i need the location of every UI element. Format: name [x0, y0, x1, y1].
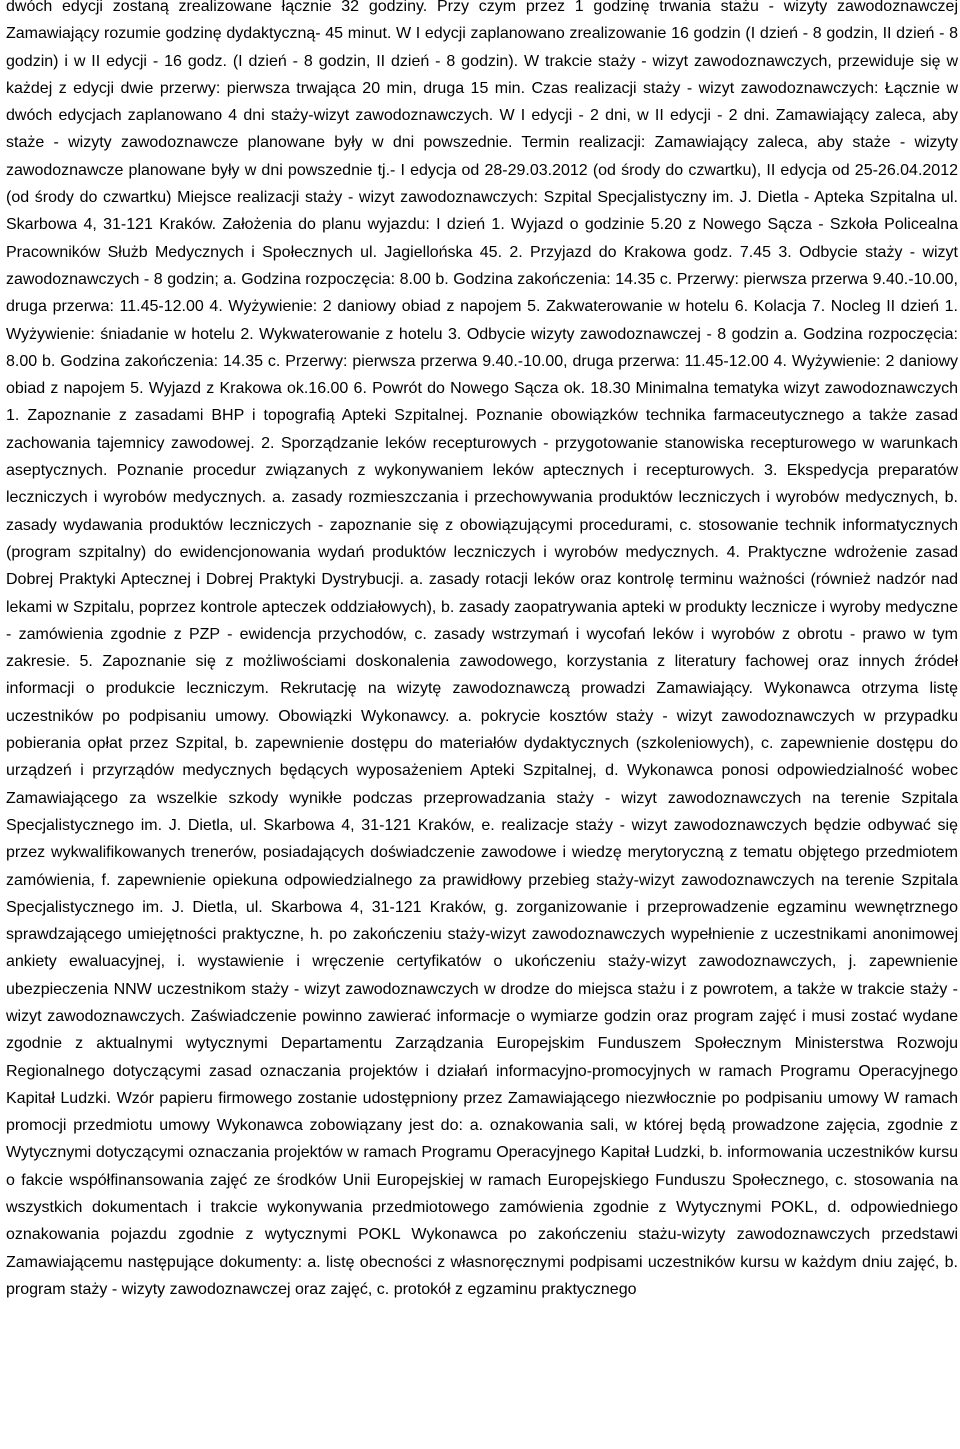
document-body-text: dwóch edycji zostaną zrealizowane łącznie 32 godziny. Przy czym przez 1 godzinę trwania stażu - wizyty zawodoznawczej Zamawiający rozumie godzinę dydaktyczną- 45 minut. W I edycji zaplanowano zrealizowanie 16 godzin (I dzień - 8 godzin, II dzień - 8 godzin) i w II edycji - 16 godz. (I dzień - 8 godzin, II dzień - 8 godzin). W trakcie staży - wizyt zawodoznawczych, przewiduje się w każdej z edycji dwie przerwy: pierwsza trwająca 20 min, druga 15 min. Czas realizacji staży - wizyt zawodoznawczych: Łącznie w dwóch edycjach zaplanowano 4 dni staży-wizyt zawodoznawczych. W I edycji - 2 dni, w II edycji - 2 dni. Zamawiający zaleca, aby staże - wizyty zawodoznawcze planowane były w dni powszednie. Termin realizacji: Zamawiający zaleca, aby staże - wizyty zawodoznawcze planowane były w dni powszednie tj.- I edycja od 28-29.03.2012 (od środy do czwartku), II edycja od 25-26.04.2012 (od środy do czwartku) Miejsce realizacji staży - wizyt zawodoznawczych: Szpital Specjalistyczny im. J. Dietla - Apteka Szpitalna ul. Skarbowa 4, 31-121 Kraków. Założenia do planu wyjazdu: I dzień 1. Wyjazd o godzinie 5.20 z Nowego Sącza - Szkoła Policealna Pracowników Służb Medycznych i Społecznych ul. Jagiellońska 45. 2. Przyjazd do Krakowa godz. 7.45 3. Odbycie staży - wizyt zawodoznawczych - 8 godzin; a. Godzina rozpoczęcia: 8.00 b. Godzina zakończenia: 14.35 c. Przerwy: pierwsza przerwa 9.40.-10.00, druga przerwa: 11.45-12.00 4. Wyżywienie: 2 daniowy obiad z napojem 5. Zakwaterowanie w hotelu 6. Kolacja 7. Nocleg II dzień 1. Wyżywienie: śniadanie w hotelu 2. Wykwaterowanie z hotelu 3. Odbycie wizyty zawodoznawczej - 8 godzin a. Godzina rozpoczęcia: 8.00 b. Godzina zakończenia: 14.35 c. Przerwy: pierwsza przerwa 9.40.-10.00, druga przerwa: 11.45-12.00 4. Wyżywienie: 2 daniowy obiad z napojem 5. Wyjazd z Krakowa ok.16.00 6. Powrót do Nowego Sącza ok. 18.30 Minimalna tematyka wizyt zawodoznawczych 1. Zapoznanie z zasadami BHP i topografią Apteki Szpitalnej. Poznanie obowiązków technika farmaceutycznego a także zasad zachowania tajemnicy zawodowej. 2. Sporządzanie leków recepturowych - przygotowanie stanowiska recepturowego w warunkach aseptycznych. Poznanie procedur związanych z wykonywaniem leków aptecznych i recepturowych. 3. Ekspedycja preparatów leczniczych i wyrobów medycznych. a. zasady rozmieszczania i przechowywania produktów leczniczych i wyrobów medycznych, b. zasady wydawania produktów leczniczych - zapoznanie się z obowiązującymi procedurami, c. stosowanie technik informatycznych (program szpitalny) do ewidencjonowania wydań produktów leczniczych i wyrobów medycznych. 4. Praktyczne wdrożenie zasad Dobrej Praktyki Aptecznej i Dobrej Praktyki Dystrybucji. a. zasady rotacji leków oraz kontrolę terminu ważności (również nadzór nad lekami w Szpitalu, poprzez kontrole apteczek oddziałowych), b. zasady zaopatrywania apteki w produkty lecznicze i wyroby medyczne - zamówienia zgodnie z PZP - ewidencja przychodów, c. zasady wstrzymań i wycofań leków i wyrobów z obrotu - prawo w tym zakresie. 5. Zapoznanie się z możliwościami doskonalenia zawodowego, korzystania z literatury fachowej oraz innych źródeł informacji o produkcie leczniczym. Rekrutację na wizytę zawodoznawczą prowadzi Zamawiający. Wykonawca otrzyma listę uczestników po podpisaniu umowy. Obowiązki Wykonawcy. a. pokrycie kosztów staży - wizyt zawodoznawczych w przypadku pobierania opłat przez Szpital, b. zapewnienie dostępu do materiałów dydaktycznych (szkoleniowych), c. zapewnienie dostępu do urządzeń i przyrządów medycznych będących wyposażeniem Apteki Szpitalnej, d. Wykonawca ponosi odpowiedzialność wobec Zamawiającego za wszelkie szkody wynikłe podczas przeprowadzania staży - wizyt zawodoznawczych na terenie Szpitala Specjalistycznego im. J. Dietla, ul. Skarbowa 4, 31-121 Kraków, e. realizacje staży - wizyt zawodoznawczych będzie odbywać się przez wykwalifikowanych trenerów, posiadających doświadczenie zawodowe i wiedzę merytoryczną z tematu objętego przedmiotem zamówienia, f. zapewnienie opiekuna odpowiedzialnego za prawidłowy przebieg staży-wizyt zawodoznawczych na terenie Szpitala Specjalistycznego im. J. Dietla, ul. Skarbowa 4, 31-121 Kraków, g. zorganizowanie i przeprowadzenie egzaminu wewnętrznego sprawdzającego umiejętności praktyczne, h. po zakończeniu staży-wizyt zawodoznawczych wypełnienie z uczestnikami anonimowej ankiety ewaluacyjnej, i. wystawienie i wręczenie certyfikatów o ukończeniu staży-wizyt zawodoznawczych, j. zapewnienie ubezpieczenia NNW uczestnikom staży - wizyt zawodoznawczych w drodze do miejsca stażu i z powrotem, a także w trakcie staży - wizyt zawodoznawczych. Zaświadczenie powinno zawierać informacje o wymiarze godzin oraz program zajęć i musi zostać wydane zgodnie z aktualnymi wytycznymi Departamentu Zarządzania Europejskim Funduszem Społecznym Ministerstwa Rozwoju Regionalnego dotyczącymi zasad oznaczania projektów i działań informacyjno-promocyjnych w ramach Programu Operacyjnego Kapitał Ludzki. Wzór papieru firmowego zostanie udostępniony przez Zamawiającego niezwłocznie po podpisaniu umowy W ramach promocji przedmiotu umowy Wykonawca zobowiązany jest do: a. oznakowania sali, w której będą prowadzone zajęcia, zgodnie z Wytycznymi dotyczącymi oznaczania projektów w ramach Programu Operacyjnego Kapitał Ludzki, b. informowania uczestników kursu o fakcie współfinansowania zajęć ze środków Unii Europejskiej w ramach Europejskiego Funduszu Społecznego, c. stosowania na wszystkich dokumentach i trakcie wykonywania przedmiotowego zamówienia zgodnie z Wytycznymi POKL, d. odpowiedniego oznakowania pojazdu zgodnie z wytycznymi POKL Wykonawca po zakończeniu stażu-wizyty zawodoznawczych przedstawi Zamawiającemu następujące dokumenty: a. listę obecności z własnoręcznymi podpisami uczestników kursu w każdym dniu zajęć, b. program staży - wizyty zawodoznawczej oraz zajęć, c. protokół z egzaminu praktycznego — [6, 0, 958, 1298]
